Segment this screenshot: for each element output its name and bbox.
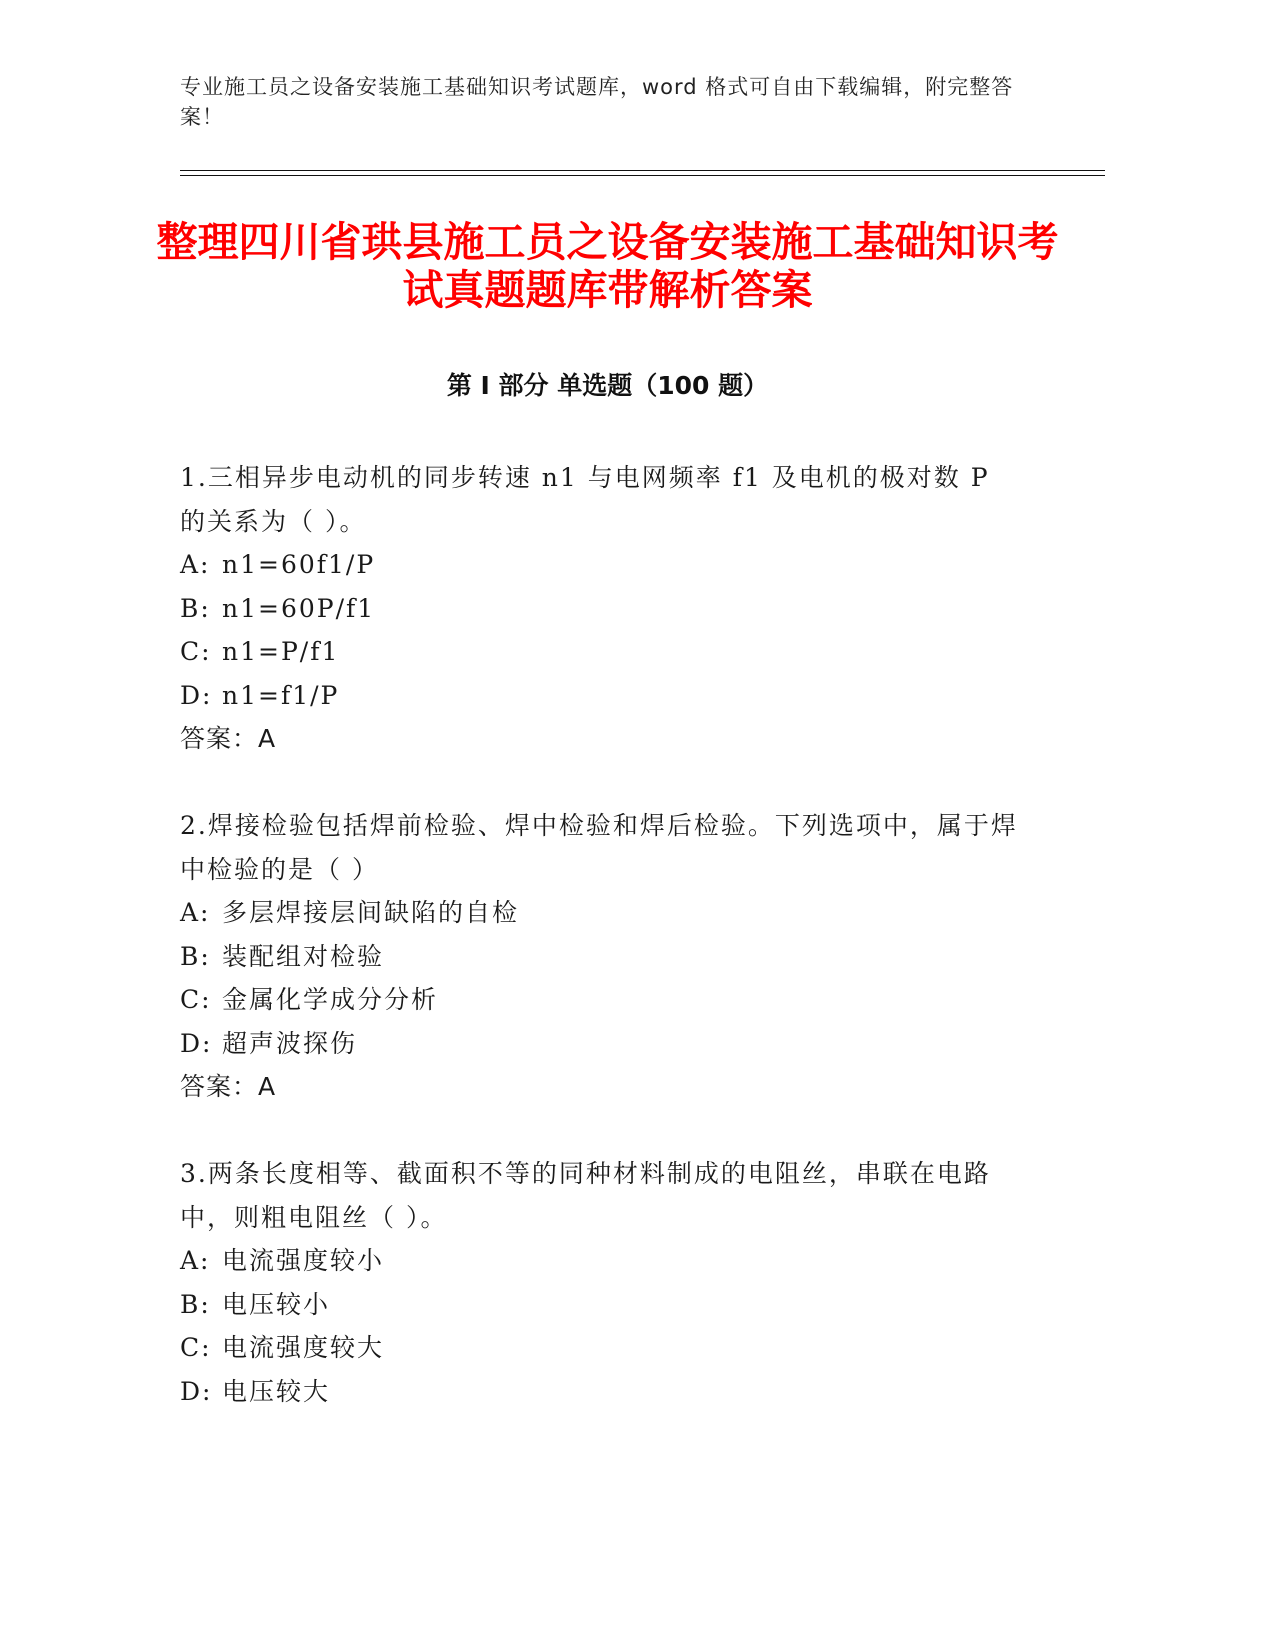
header-note: 专业施工员之设备安装施工基础知识考试题库，word 格式可自由下载编辑，附完整答案！ bbox=[180, 75, 1014, 129]
answer: 答案：A bbox=[180, 724, 277, 753]
section-heading: 第 I 部分 单选题（100 题） bbox=[446, 371, 769, 400]
option-letter: C: bbox=[180, 985, 212, 1014]
option-a bbox=[180, 891, 1020, 935]
option-text: 多层焊接层间缺陷的自检 bbox=[222, 898, 520, 927]
option-c bbox=[180, 978, 1020, 1022]
option-letter: D: bbox=[180, 1028, 213, 1058]
option-letter: B: bbox=[180, 1289, 211, 1319]
option-text: 电流强度较小 bbox=[222, 1246, 385, 1275]
option-text: n1=60P/f1 bbox=[222, 593, 376, 623]
option-c bbox=[180, 630, 1020, 674]
document-title: 整理四川省珙县施工员之设备安装施工基础知识考试真题题库带解析答案 bbox=[156, 218, 1059, 314]
option-text: n1=P/f1 bbox=[222, 637, 340, 666]
question-stem: 1.三相异步电动机的同步转速 n1 与电网频率 f1 及电机的极对数 P 的关系为（ ）。 bbox=[180, 463, 990, 536]
option-text: 电压较大 bbox=[222, 1376, 331, 1406]
question-stem: 2.焊接检验包括焊前检验、焊中检验和焊后检验。下列选项中，属于焊中检验的是（ ） bbox=[180, 811, 1018, 884]
option-text: 电压较小 bbox=[222, 1289, 331, 1319]
option-text: n1=f1/P bbox=[222, 680, 340, 710]
option-letter: D: bbox=[180, 680, 213, 710]
option-letter: C: bbox=[180, 637, 212, 666]
option-text: 电流强度较大 bbox=[222, 1333, 385, 1362]
question-stem: 3.两条长度相等、截面积不等的同种材料制成的电阻丝，串联在电路中，则粗电阻丝（ ）。 bbox=[180, 1159, 991, 1232]
option-text: n1=60f1/P bbox=[222, 550, 376, 579]
option-letter: A: bbox=[180, 898, 211, 927]
option-b bbox=[180, 587, 1020, 631]
option-letter: C: bbox=[180, 1333, 212, 1362]
option-b bbox=[180, 1283, 1020, 1327]
option-a bbox=[180, 1239, 1020, 1283]
option-letter: D: bbox=[180, 1376, 213, 1406]
header-divider-bottom bbox=[180, 175, 1105, 176]
option-letter: B: bbox=[180, 593, 211, 623]
header-divider-top bbox=[180, 170, 1105, 171]
answer: 答案：A bbox=[180, 1072, 277, 1101]
option-letter: A: bbox=[180, 1246, 211, 1275]
question-3 bbox=[180, 1152, 1020, 1413]
option-text: 超声波探伤 bbox=[222, 1028, 358, 1058]
option-letter: B: bbox=[180, 941, 211, 971]
option-text: 装配组对检验 bbox=[222, 941, 385, 971]
option-letter: A: bbox=[180, 550, 211, 579]
option-d bbox=[180, 1370, 1020, 1414]
option-text: 金属化学成分分析 bbox=[222, 985, 439, 1014]
option-d bbox=[180, 674, 1020, 718]
option-d bbox=[180, 1022, 1020, 1066]
question-1 bbox=[180, 456, 1020, 761]
option-c bbox=[180, 1326, 1020, 1370]
question-2 bbox=[180, 804, 1020, 1109]
option-a bbox=[180, 543, 1020, 587]
option-b bbox=[180, 935, 1020, 979]
